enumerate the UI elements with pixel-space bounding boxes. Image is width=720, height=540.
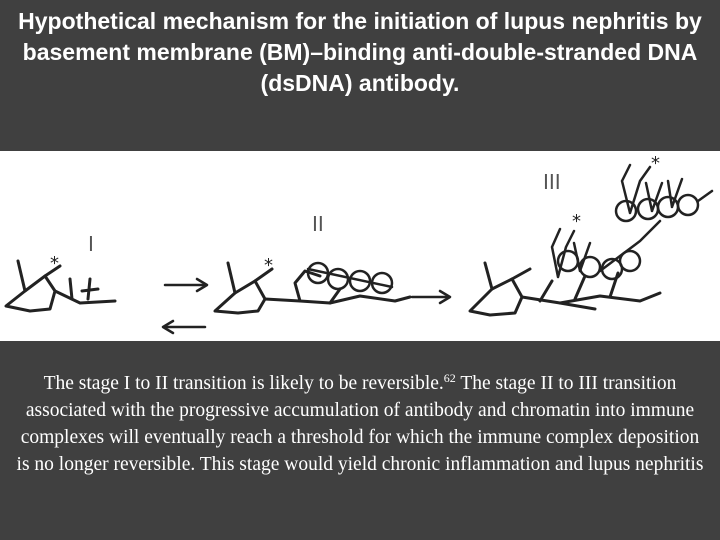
asterisk-1: * <box>50 253 59 274</box>
slide-title: Hypothetical mechanism for the initiation of lupus nephritis by basement membrane (BM)–binding anti-double-stranded DNA (dsDNA) antibody. <box>18 8 702 96</box>
asterisk-2: * <box>264 255 273 276</box>
caption <box>14 370 706 478</box>
reversible-arrows <box>163 279 207 333</box>
asterisk-4: * <box>651 153 660 174</box>
stage-label-3: III <box>543 170 561 194</box>
stage-3-immune-complexes <box>558 191 712 279</box>
mechanism-diagram-svg <box>0 151 720 341</box>
caption-reference: 62 <box>443 371 456 385</box>
stage-1-membrane <box>6 261 115 311</box>
forward-arrow <box>412 291 450 303</box>
asterisk-3: * <box>572 211 581 232</box>
mechanism-diagram <box>0 151 720 341</box>
caption-part-2: The stage II to III transition associated with the progressive accumulation of antibody and chromatin into immune complexes will eventually reach a threshold for which the immune complex deposition is no longer reversible. This stage would yield chronic inflammation and lupus nephritis <box>16 373 704 475</box>
stage-label-1: I <box>88 232 94 256</box>
caption-part-1: The stage I to II transition is likely to be reversible. <box>43 373 444 394</box>
stage-2-chromatin <box>308 263 392 293</box>
stage-label-2: II <box>312 212 324 236</box>
